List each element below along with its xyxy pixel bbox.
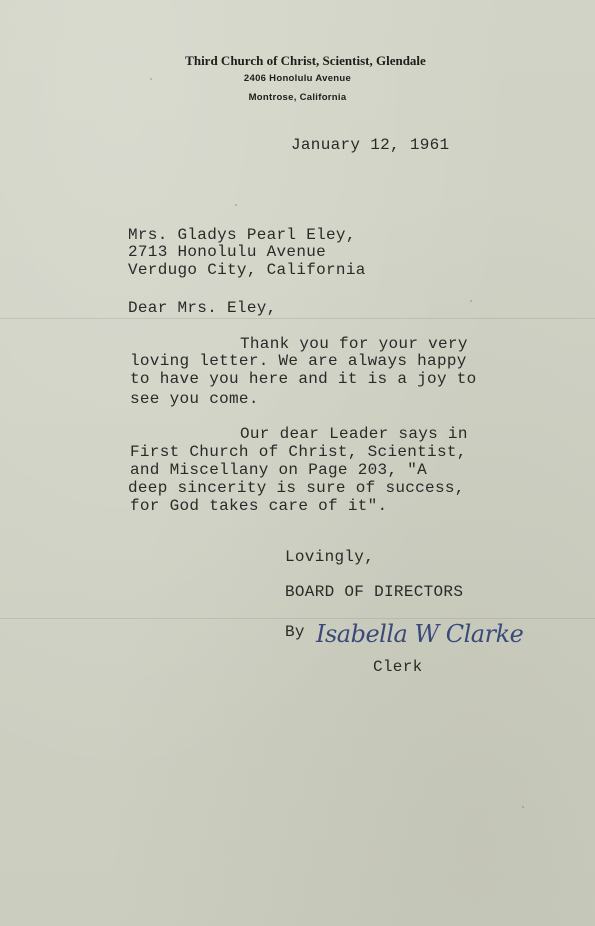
paragraph-2-line: for God takes care of it". [130, 497, 388, 515]
paper-speck [235, 204, 237, 206]
signatory-title: Clerk [373, 658, 423, 676]
paragraph-2-line: deep sincerity is sure of success, [128, 479, 465, 497]
signature-text: Isabella W Clarke [316, 620, 524, 648]
paragraph-2-line: Our dear Leader says in [240, 425, 468, 443]
paragraph-1-line: loving letter. We are always happy [130, 352, 467, 370]
closing: Lovingly, [285, 548, 375, 566]
recipient-city: Verdugo City, California [128, 261, 366, 279]
recipient-name: Mrs. Gladys Pearl Eley, [128, 226, 356, 244]
letter-date: January 12, 1961 [291, 136, 450, 154]
letterhead-address: 2406 Honolulu Avenue [243, 73, 352, 84]
paper-speck [470, 300, 472, 302]
paragraph-1-line: Thank you for your very [240, 335, 468, 353]
paper-fold-line [0, 318, 595, 319]
paragraph-1-line: see you come. [130, 390, 259, 408]
recipient-street: 2713 Honolulu Avenue [128, 243, 327, 261]
handwritten-signature [314, 608, 539, 658]
paragraph-1-line: to have you here and it is a joy to [130, 370, 477, 388]
letterhead-church-name: Third Church of Christ, Scientist, Glendale [185, 53, 426, 68]
salutation: Dear Mrs. Eley, [128, 299, 277, 317]
paragraph-2-line: First Church of Christ, Scientist, [130, 443, 467, 461]
paragraph-2-line: and Miscellany on Page 203, "A [130, 461, 428, 479]
signatory: BOARD OF DIRECTORS [285, 583, 464, 601]
by-label: By [285, 623, 305, 641]
letterhead-city: Montrose, California [248, 92, 347, 103]
paper-speck [522, 806, 524, 808]
